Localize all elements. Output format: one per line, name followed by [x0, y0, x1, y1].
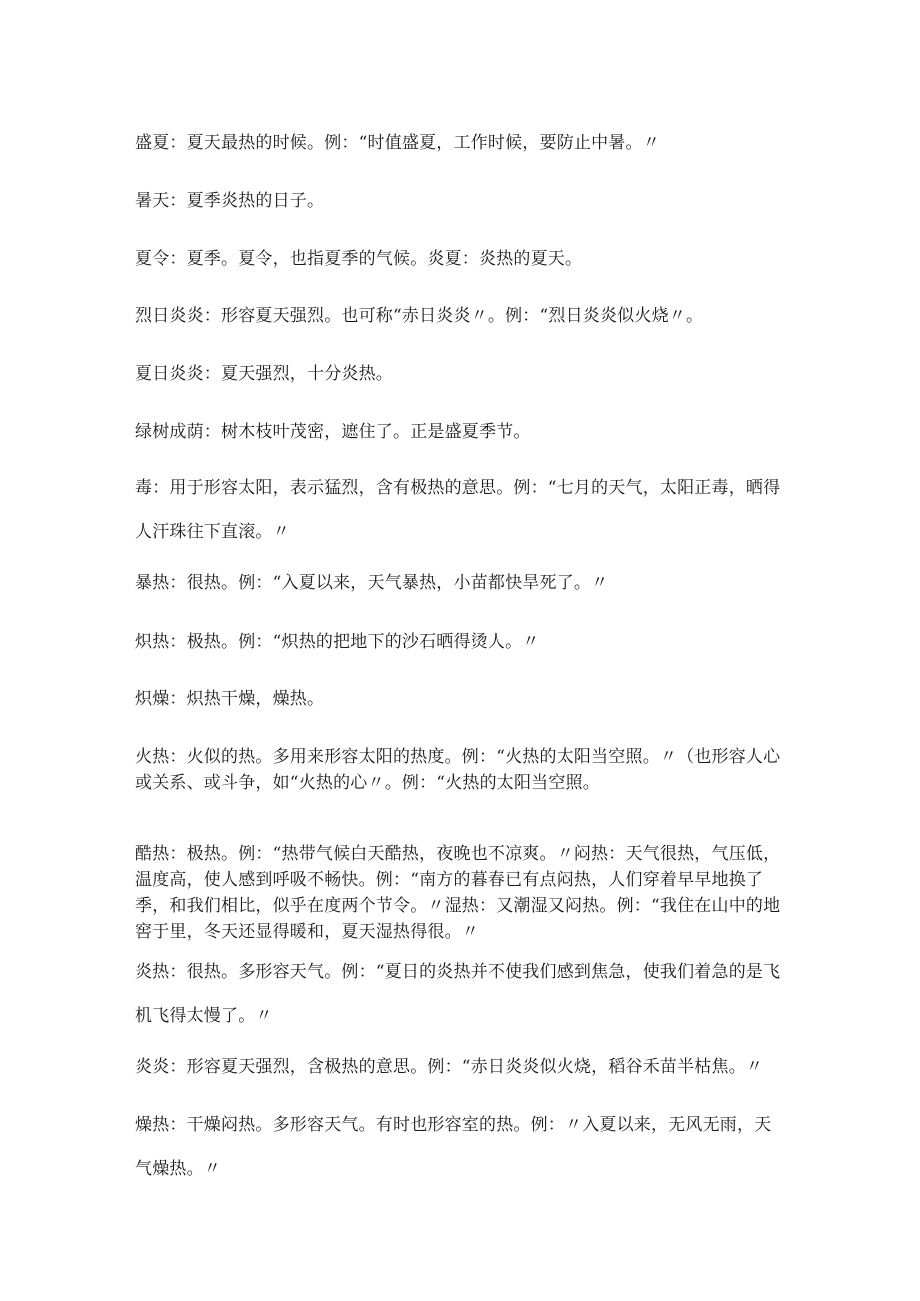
- entry-du: 毒：用于形容太阳，表示猛烈，含有极热的意思。例：“七月的天气，太阳正毒，晒得人汗珠往下直滚。〃: [135, 478, 781, 542]
- entry-chire: 炽热：极热。例：“炽热的把地下的沙石晒得烫人。〃: [135, 632, 540, 652]
- entry-yanre: 炎热：很热。多形容天气。例：“夏日的炎热并不使我们感到焦急，使我们着急的是飞机飞得太慢了。〃: [135, 962, 781, 1026]
- entry-zaore: 燥热：干燥闷热。多形容天气。有时也形容室的热。例：〃入夏以来，无风无雨，天气燥热。〃: [135, 1115, 772, 1179]
- entry-shengxia: 盛夏：夏天最热的时候。例：“时值盛夏，工作时候，要防止中暑。〃: [135, 133, 660, 153]
- entry-lvshuchengyin: 绿树成荫：树木枝叶茂密，遮住了。正是盛夏季节。: [135, 422, 531, 442]
- entry-baore: 暴热：很热。例：“入夏以来，天气暴热，小苗都快旱死了。〃: [135, 573, 609, 593]
- entry-shutian: 暑天：夏季炎热的日子。: [135, 191, 325, 211]
- entry-lieriyanyan: 烈日炎炎：形容夏天强烈。也可称“赤日炎炎〃。例：“烈日炎炎似火烧〃。: [135, 306, 704, 326]
- entry-yanyan: 炎炎：形容夏天强烈，含极热的意思。例：“赤日炎炎似火烧，稻谷禾苗半枯焦。〃: [135, 1057, 764, 1077]
- entry-chizao: 炽燥：炽热干燥，燥热。: [135, 689, 325, 709]
- entry-huore: 火热：火似的热。多用来形容太阳的热度。例：“火热的太阳当空照。〃（也形容人心或关系、或斗争，如“火热的心〃。例：“火热的太阳当空照。: [135, 747, 781, 793]
- entry-xialing: 夏令：夏季。夏令，也指夏季的气候。炎夏：炎热的夏天。: [135, 249, 583, 269]
- entry-kure: 酷热：极热。例：“热带气候白天酷热，夜晚也不凉爽。〃闷热：天气很热，气压低，温度高，使人感到呼吸不畅快。例：“南方的暮春已有点闷热，人们穿着早早地换了季，和我们相比，似乎在度两个节令。〃湿热：又潮湿又闷热。例：“我住在山中的地窖于里，冬天还显得暖和，夏天湿热得很。〃: [135, 844, 781, 942]
- entry-xiariyanyan: 夏日炎炎：夏天强烈，十分炎热。: [135, 364, 393, 384]
